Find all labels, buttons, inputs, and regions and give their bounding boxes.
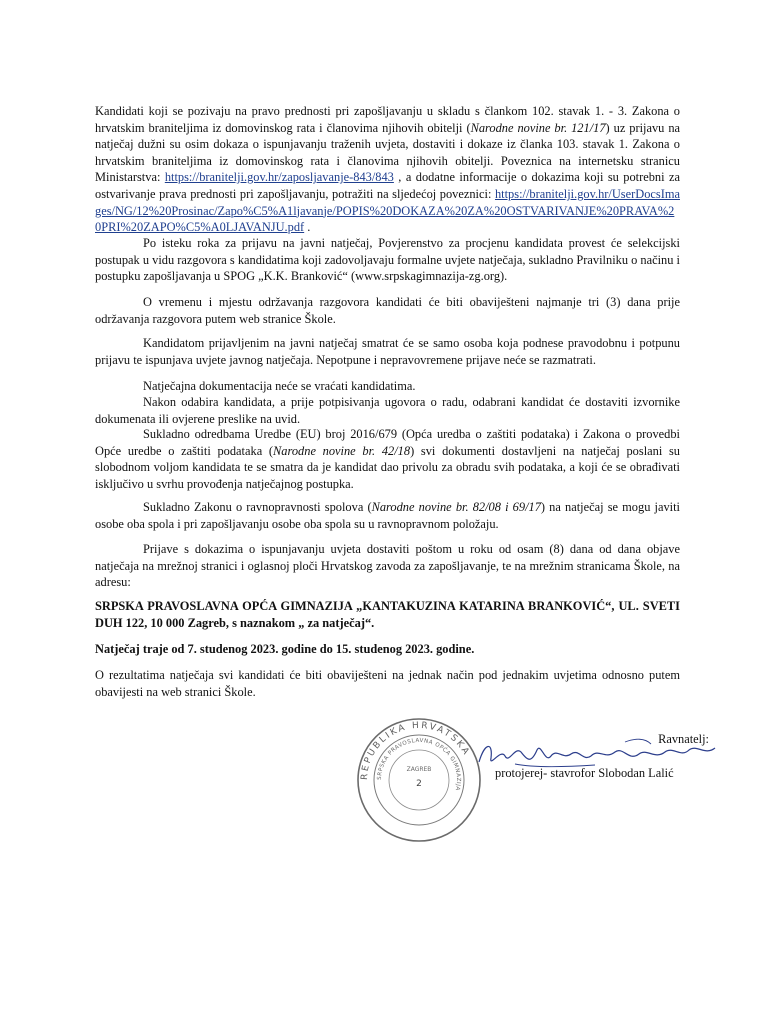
text: ) svi dokumenti dostavljeni na natječaj poslani su slobodnom voljom kandidata te se smatra da je kandidat dao privolu za obradu svih podataka, a koji će se obrađivati isključivo u svrhu provođenja natječajnog postupka. (95, 443, 680, 491)
stamp-inner-text-path: SRPSKA PRAVOSLAVNA OPĆA GIMNAZIJA (376, 737, 462, 792)
official-stamp (355, 716, 483, 844)
paragraph-valid-applications: Kandidatom prijavljenim na javni natječaj smatrat će se samo osoba koja podnese pravodobnu i potpunu prijavu te ispunjava uvjete javnog natječaja. Nepotpune i nepravovremene prijave neće se razmatrati. (95, 336, 680, 367)
stamp-number: 2 (416, 779, 422, 789)
paragraph-veterans-priority (95, 103, 680, 236)
stamp-city: ZAGREB (406, 766, 432, 773)
law-reference: Narodne novine br. 121/17 (470, 120, 606, 135)
paragraph-submission: Prijave s dokazima o ispunjavanju uvjeta dostaviti poštom u roku od osam (8) dana od dana objave natječaja na mrežnoj stranici i oglasnoj ploči Hrvatskog zavoda za zapošljavanje, te na mrežnim stranicama Škole, na adresu: (95, 542, 680, 590)
paragraph-gender-equality (95, 499, 680, 532)
stamp-outer-text-path: REPUBLIKA HRVATSKA (359, 720, 472, 781)
paragraph-interview-notice: O vremenu i mjestu održavanja razgovora kandidati će biti obaviješteni najmanje tri (3) dana prije održavanja razgovora putem web stranice Škole. (95, 295, 680, 326)
text: . (304, 220, 311, 235)
law-reference: Narodne novine br. 42/18 (273, 443, 411, 458)
paragraph-selection-procedure: Po isteku roka za prijavu na javni natječaj, Povjerenstvo za procjenu kandidata provest će selekcijski postupak u vidu razgovora s kandidatima koji zadovoljavaju formalne uvjete natječaja, sukladno Pravilniku o načinu i postupku zapošljavanja u SPOG „K.K. Branković“ (www.srpskagimnazija-zg.org). (95, 236, 680, 284)
text: Kandidati koji se pozivaju na pravo prednosti pri zapošljavanju u skladu s člankom 102. stavak 1. - 3. Zakona o hrvatskim braniteljima iz domovinskog rata i članovima njihovih obitelji ( (95, 104, 680, 135)
signatory-name: protojerej- stavrofor Slobodan Lalić (495, 766, 674, 780)
text: ) na natječaj se mogu javiti osobe oba spola i pri zapošljavanju osobe oba spola su u ravnopravnom položaju. (95, 500, 680, 531)
paragraph-gdpr (95, 426, 680, 492)
law-reference: Narodne novine br. 82/08 i 69/17 (371, 500, 541, 514)
text: ) uz prijavu na natječaj dužni su osim dokaza o ispunjavanju traženih uvjeta, dostaviti i dokaze iz članka 103. stavak 1. Zakona o hrvatskim braniteljima iz domovinskog rata i članovima njihovih obitelji. Poveznica na internetsku stranicu Ministarstva: (95, 120, 681, 185)
school-address: SRPSKA PRAVOSLAVNA OPĆA GIMNAZIJA „KANTAKUZINA KATARINA BRANKOVIĆ“, UL. SVETI DUH 122, 10 000 Zagreb, s naznakom „ za natječaj“. (95, 599, 680, 630)
text: Sukladno odredbama Uredbe (EU) broj 2016/679 (Opća uredba o zaštiti podataka) i Zakona o provedbi Opće uredbe o zaštiti podataka ( (95, 427, 680, 458)
ministry-link[interactable]: https://branitelji.gov.hr/zaposljavanje-843/843 (164, 170, 394, 185)
text: , a dodatne informacije o dokazima koji su potrebni za ostvarivanje prava prednosti pri zapošljavanju, potražiti na sljedećoj poveznici: (95, 170, 680, 201)
competition-duration: Natječaj traje od 7. studenog 2023. godine do 15. studenog 2023. godine. (95, 642, 475, 656)
paragraph-original-documents: Nakon odabira kandidata, a prije potpisivanja ugovora o radu, odabrani kandidat će dostaviti izvornike dokumenata ili ovjerene preslike na uvid. (95, 395, 680, 426)
text: Sukladno Zakonu o ravnopravnosti spolova ( (143, 500, 372, 514)
signature-block (355, 716, 735, 828)
paragraph-results-notice: O rezultatima natječaja svi kandidati će biti obaviješteni na jednak način pod jednakim uvjetima odnosno putem obavijesti na web stranici Škole. (95, 668, 680, 699)
signatory-title: Ravnatelj: (658, 732, 709, 746)
proof-list-link[interactable]: https://branitelji.gov.hr/UserDocsImages/NG/12%20Prosinac/Zapo%C5%A1ljavanje/POPIS%20DOKAZA%20ZA%20OSTVARIVANJE%20PRAVA%20PRI%20ZAPO%C5%A0LJAVANJU.pdf (95, 186, 680, 235)
paragraph-documentation-returned: Natječajna dokumentacija neće se vraćati kandidatima. (143, 379, 416, 393)
